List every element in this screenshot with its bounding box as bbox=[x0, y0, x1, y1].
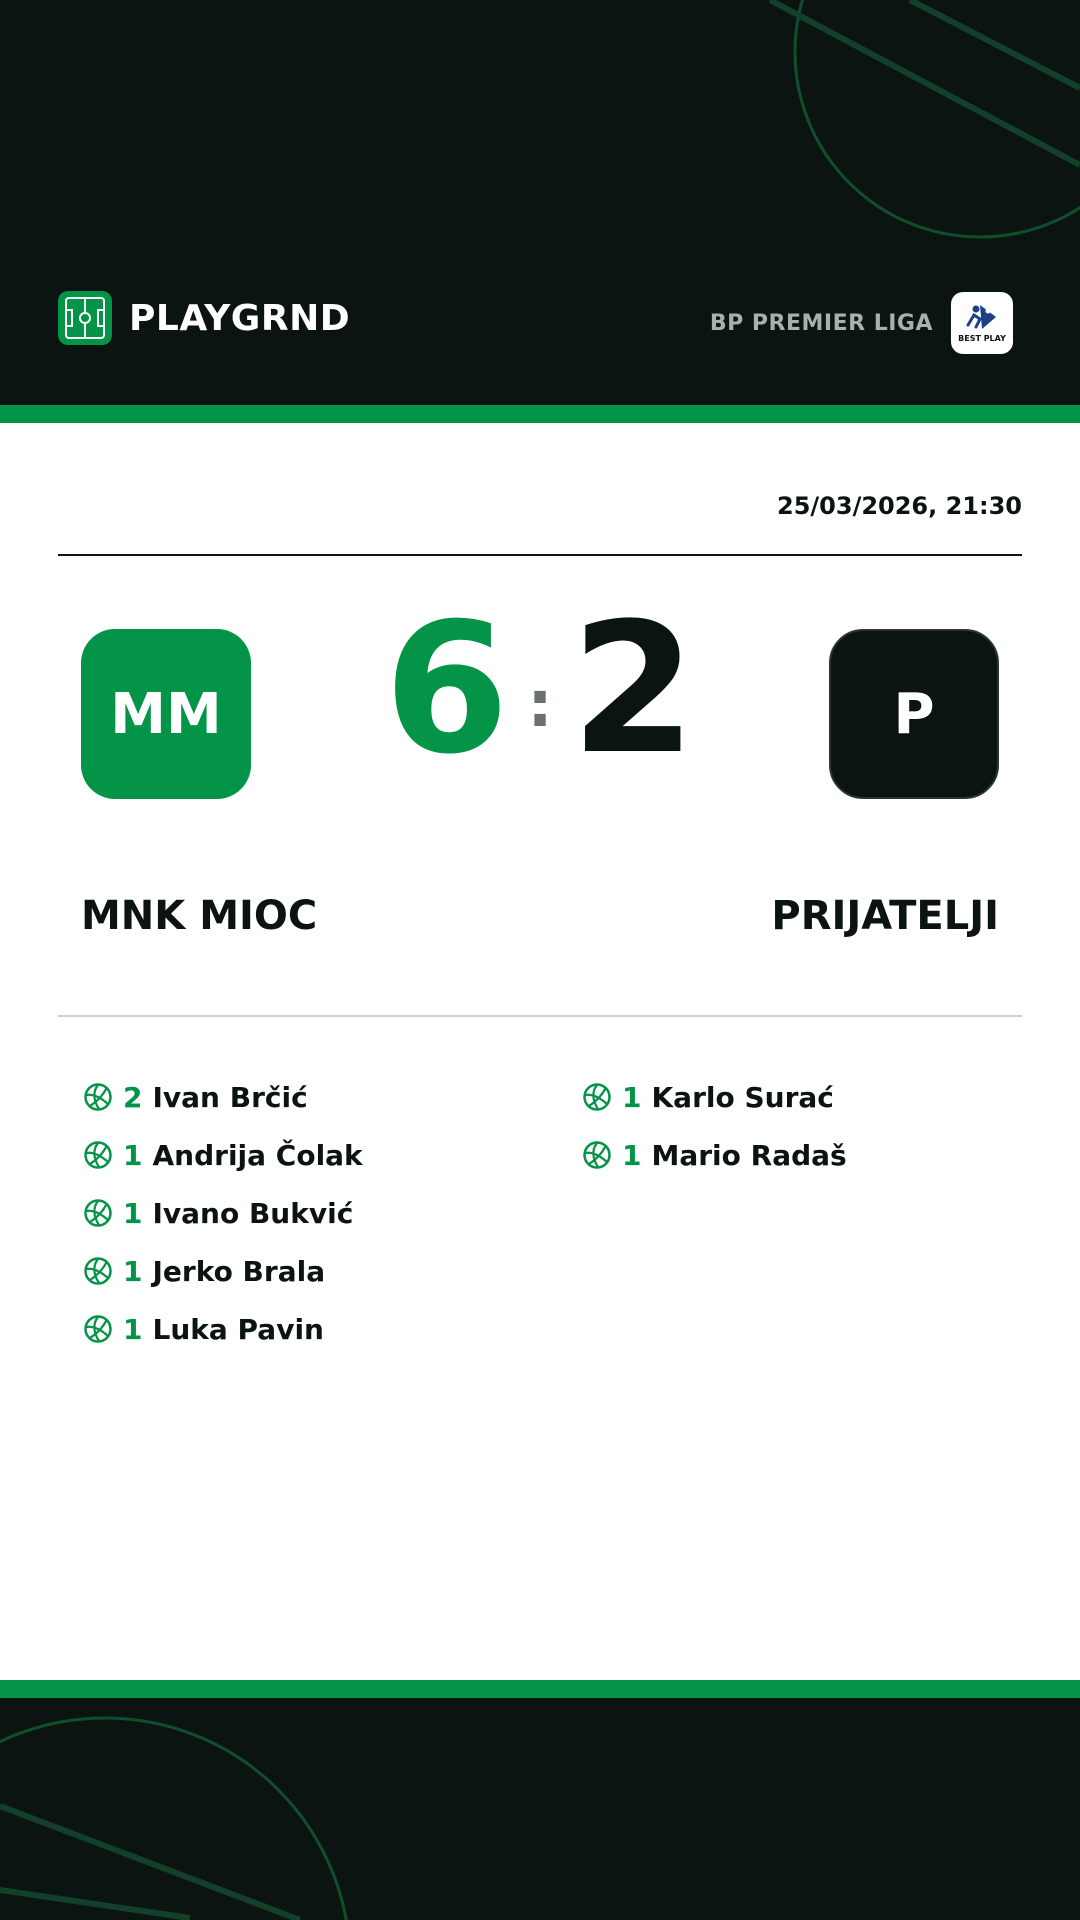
goal-count: 1 bbox=[123, 1138, 143, 1172]
scoreline bbox=[340, 585, 740, 794]
brand bbox=[58, 291, 350, 345]
scorer-item bbox=[83, 1242, 363, 1300]
brand-name: PLAYGRND bbox=[129, 297, 351, 339]
player-name: Ivano Bukvić bbox=[152, 1196, 354, 1230]
league bbox=[710, 292, 1013, 354]
player-kicking-icon bbox=[962, 303, 1002, 333]
away-score: 2 bbox=[570, 585, 697, 794]
away-scorers-list bbox=[582, 1068, 847, 1184]
soccer-ball-icon bbox=[582, 1140, 612, 1170]
player-name: Karlo Surać bbox=[651, 1080, 834, 1114]
soccer-ball-icon bbox=[83, 1140, 113, 1170]
divider bbox=[58, 1015, 1022, 1017]
score-separator: : bbox=[527, 668, 553, 742]
player-name: Andrija Čolak bbox=[152, 1138, 363, 1172]
goal-count: 1 bbox=[123, 1254, 143, 1288]
soccer-ball-icon bbox=[83, 1198, 113, 1228]
player-name: Ivan Brčić bbox=[152, 1080, 308, 1114]
divider bbox=[58, 554, 1022, 556]
match-datetime: 25/03/2026, 21:30 bbox=[777, 492, 1022, 520]
goal-count: 1 bbox=[123, 1312, 143, 1346]
footer bbox=[0, 1698, 1080, 1920]
soccer-field-icon bbox=[58, 291, 112, 345]
scorer-item bbox=[83, 1126, 363, 1184]
home-scorers-list bbox=[83, 1068, 363, 1358]
league-badge bbox=[951, 292, 1013, 354]
scorer-item bbox=[83, 1300, 363, 1358]
home-team-name: MNK MIOC bbox=[81, 893, 318, 939]
footer-accent-bar bbox=[0, 1680, 1080, 1698]
home-score: 6 bbox=[383, 585, 510, 794]
away-team-logo: P bbox=[829, 629, 999, 799]
scorer-item bbox=[582, 1126, 847, 1184]
scorer-item bbox=[83, 1184, 363, 1242]
header bbox=[0, 0, 1080, 405]
scorer-item bbox=[83, 1068, 363, 1126]
soccer-ball-icon bbox=[83, 1256, 113, 1286]
goal-count: 1 bbox=[622, 1138, 642, 1172]
soccer-ball-icon bbox=[83, 1314, 113, 1344]
player-name: Luka Pavin bbox=[152, 1312, 324, 1346]
home-team-logo: MM bbox=[81, 629, 251, 799]
soccer-ball-icon bbox=[83, 1082, 113, 1112]
league-name: BP PREMIER LIGA bbox=[709, 310, 933, 336]
pitch-lines-decoration bbox=[0, 1698, 1080, 1920]
goal-count: 1 bbox=[622, 1080, 642, 1114]
away-team-name: PRIJATELJI bbox=[771, 893, 999, 939]
soccer-ball-icon bbox=[582, 1082, 612, 1112]
player-name: Mario Radaš bbox=[651, 1138, 847, 1172]
scorer-item bbox=[582, 1068, 847, 1126]
league-badge-text: BEST PLAY bbox=[958, 334, 1006, 343]
player-name: Jerko Brala bbox=[152, 1254, 326, 1288]
goal-count: 2 bbox=[123, 1080, 143, 1114]
goal-count: 1 bbox=[123, 1196, 143, 1230]
header-accent-bar bbox=[0, 405, 1080, 423]
